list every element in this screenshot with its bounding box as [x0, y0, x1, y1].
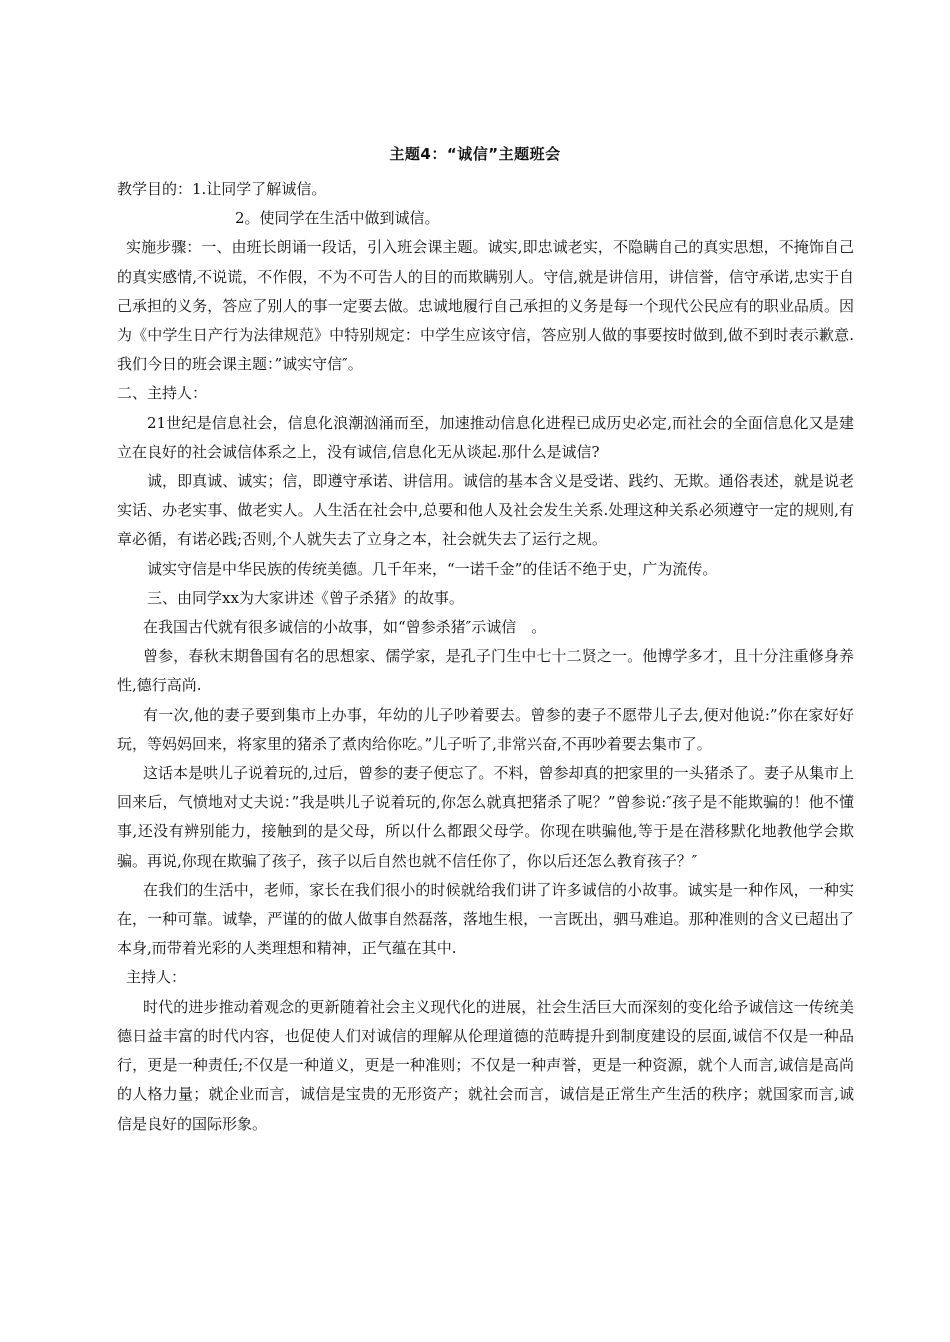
info-society-paragraph: 21世纪是信息社会，信息化浪潮汹涌而至，加速推动信息化进程已成历史必定,而社会的全面信息化又是建立在良好的社会诚信体系之上，没有诚信,信息化无从谈起.那什么是诚信?	[117, 413, 854, 461]
traditional-virtue-paragraph: 诚实守信是中华民族的传统美德。几千年来，“一诺千金”的佳话不绝于史，广为流传。	[147, 559, 718, 578]
progress-of-times-paragraph: 时代的进步推动着观念的更新随着社会主义现代化的进展，社会生活巨大而深刻的变化给予诚信这一传统美德日益丰富的时代内容，也促使人们对诚信的理解从伦理道德的范畴提升到制度建设的层面,诚信不仅是一种品行，更是一种责任;不仅是一种道义，更是一种准则；不仅是一种声誉，更是一种资源，就个人而言,诚信是高尚的人格力量；就企业而言，诚信是宝贵的无形资产；就社会而言，诚信是正常生产生活的秩序；就国家而言,诚信是良好的国际形象。	[117, 997, 854, 1133]
implementation-steps-paragraph: 实施步骤：一、由班长朗诵一段话，引入班会课主题。诚实,即忠诚老实，不隐瞒自己的真实思想，不掩饰自己的真实感情,不说谎，不作假，不为不可告人的目的而欺瞒别人。守信,就是讲信用，讲信誉，信守承诺,忠实于自己承担的义务，答应了别人的事一定要去做。忠诚地履行自己承担的义务是每一个现代公民应有的职业品质。因为《中学生日产行为法律规范》中特别规定：中学生应该守信，答应别人做的事要按时做到,做不到时表示歉意.我们今日的班会课主题：”诚实守信″。	[117, 238, 854, 374]
section-story-heading: 三、由同学xx为大家讲述《曾子杀猪》的故事。	[147, 588, 464, 607]
our-life-paragraph: 在我们的生活中，老师，家长在我们很小的时候就给我们讲了许多诚信的小故事。诚实是一种作风，一种实在，一种可靠。诚挚，严谨的的做人做事自然磊落，落地生根，一言既出，驷马难追。那种准则的含义已超出了本身,而带着光彩的人类理想和精神，正气蕴在其中.	[117, 880, 854, 958]
story-part-1-paragraph: 有一次,他的妻子要到集市上办事，年幼的儿子吵着要去。曾参的妻子不愿带儿子去,便对他说:”你在家好好玩，等妈妈回来，将家里的猪杀了煮肉给你吃。”儿子听了,非常兴奋,不再吵着要去集市了。	[117, 705, 854, 753]
ancient-stories-paragraph: 在我国古代就有很多诚信的小故事，如“曾参杀猪″示诚信 。	[143, 618, 547, 637]
story-part-2-paragraph: 这话本是哄儿子说着玩的,过后，曾参的妻子便忘了。不料，曾参却真的把家里的一头猪杀了。妻子从集市上回来后，气愤地对丈夫说：”我是哄儿子说着玩的,你怎么就真把猪杀了呢？”曾参说:″孩子是不能欺骗的！他不懂事,还没有辨别能力，接触到的是父母，所以什么都跟父母学。你现在哄骗他,等于是在潜移默化地教他学会欺骗。再说,你现在欺骗了孩子，孩子以后自然也就不信任你了，你以后还怎么教育孩子？″	[117, 764, 854, 870]
section-host-heading: 二、主持人：	[117, 384, 208, 403]
host-heading-2: 主持人：	[126, 968, 187, 987]
document-title: 主题4：“诚信”主题班会	[389, 145, 561, 163]
teaching-goal-1: 教学目的：1.让同学了解诚信。	[117, 180, 327, 198]
integrity-definition-paragraph: 诚，即真诚、诚实；信，即遵守承诺、讲信用。诚信的基本含义是受诺、践约、无欺。通俗表述，就是说老实话、办老实事、做老实人。人生活在社会中,总要和他人及社会发生关系.处理这种关系必须遵守一定的规则,有章必循，有诺必践;否则,个人就失去了立身之本，社会就失去了运行之规。	[117, 472, 854, 549]
zeng-shen-intro-paragraph: 曾参，春秋末期鲁国有名的思想家、儒学家，是孔子门生中七十二贤之一。他博学多才，且十分注重修身养性,德行高尚.	[117, 647, 854, 695]
teaching-goal-2: 2。使同学在生活中做到诚信。	[235, 209, 440, 228]
document-body	[117, 175, 854, 1139]
